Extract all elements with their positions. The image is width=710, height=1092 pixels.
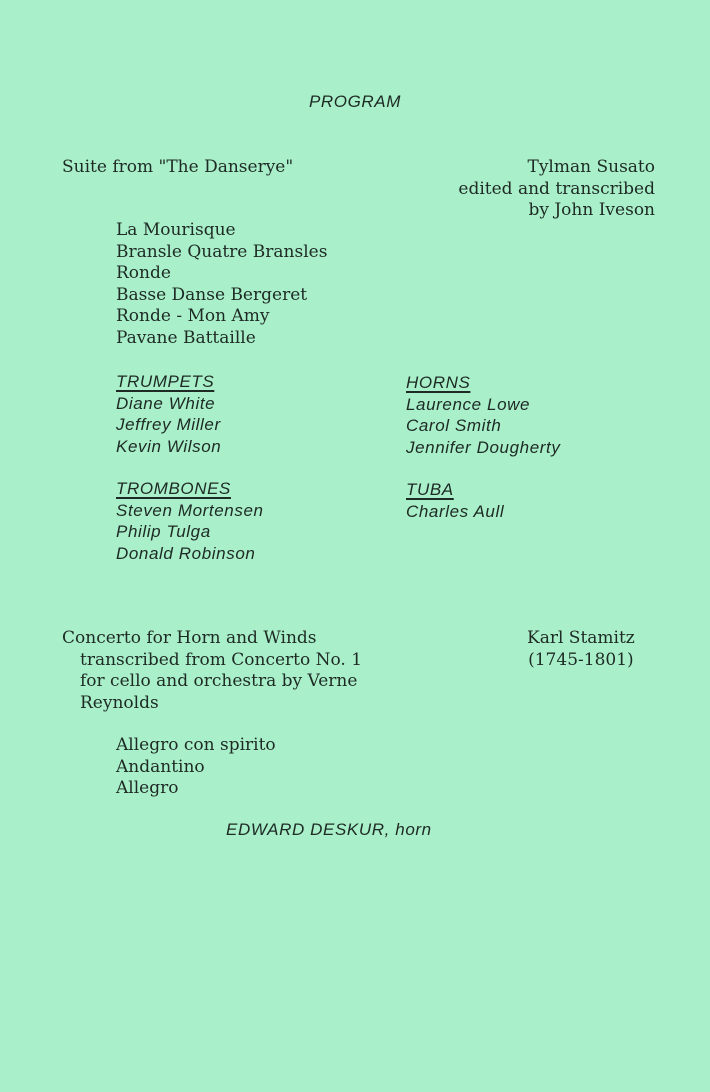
movement-item: La Mourisque — [116, 220, 236, 240]
section-heading: TROMBONES — [116, 479, 231, 498]
movement-item: Bransle Quatre Bransles — [116, 241, 328, 262]
section-trumpets — [116, 371, 221, 457]
piece1-composer — [458, 157, 655, 222]
piece2-composer — [527, 628, 635, 671]
movement-item: Ronde — [116, 263, 171, 283]
section-heading: HORNS — [406, 373, 471, 392]
piece2-title-line: Concerto for Horn and Winds — [62, 628, 317, 648]
piece2-title-line: Reynolds — [80, 692, 159, 713]
piece1-composer-line: edited and transcribed — [458, 178, 655, 199]
piece2-composer-line: Karl Stamitz — [527, 628, 635, 648]
piece2-composer-line: (1745-1801) — [528, 649, 634, 670]
section-member: Carol Smith — [406, 416, 502, 435]
section-member: Kevin Wilson — [116, 436, 222, 456]
section-tuba — [406, 479, 504, 522]
section-trombones — [116, 478, 264, 564]
section-member: Laurence Lowe — [406, 394, 531, 414]
soloist: EDWARD DESKUR, horn — [226, 820, 432, 839]
section-member: Steven Mortensen — [116, 500, 264, 520]
piece1-title: Suite from "The Danserye" — [62, 157, 294, 177]
movement-item: Allegro — [116, 778, 179, 798]
page-title-text: PROGRAM — [308, 92, 402, 111]
movement-item: Ronde - Mon Amy — [116, 306, 270, 326]
piece1-composer-line: Tylman Susato — [527, 157, 655, 177]
piece2-title-line: for cello and orchestra by Verne — [80, 671, 358, 691]
section-member: Diane White — [116, 393, 216, 413]
movement-item: Basse Danse Bergeret — [116, 284, 308, 305]
piece1-composer-line: by John Iveson — [528, 200, 655, 220]
section-member: Jennifer Dougherty — [406, 437, 561, 457]
movement-item: Allegro con spirito — [116, 735, 276, 755]
movement-item: Pavane Battaille — [116, 327, 256, 348]
section-member: Philip Tulga — [116, 522, 211, 541]
piece2-title — [62, 628, 362, 714]
movement-item: Andantino — [116, 756, 205, 777]
section-member: Donald Robinson — [116, 543, 256, 563]
piece2-title-line: transcribed from Concerto No. 1 — [80, 649, 363, 670]
section-member: Jeffrey Miller — [116, 415, 221, 434]
page-title — [0, 92, 710, 112]
piece2-movements — [116, 735, 276, 800]
section-heading: TRUMPETS — [116, 372, 215, 391]
section-horns — [406, 372, 560, 458]
piece1-movements — [116, 220, 327, 349]
section-heading: TUBA — [406, 480, 454, 499]
section-member: Charles Aull — [406, 501, 505, 521]
